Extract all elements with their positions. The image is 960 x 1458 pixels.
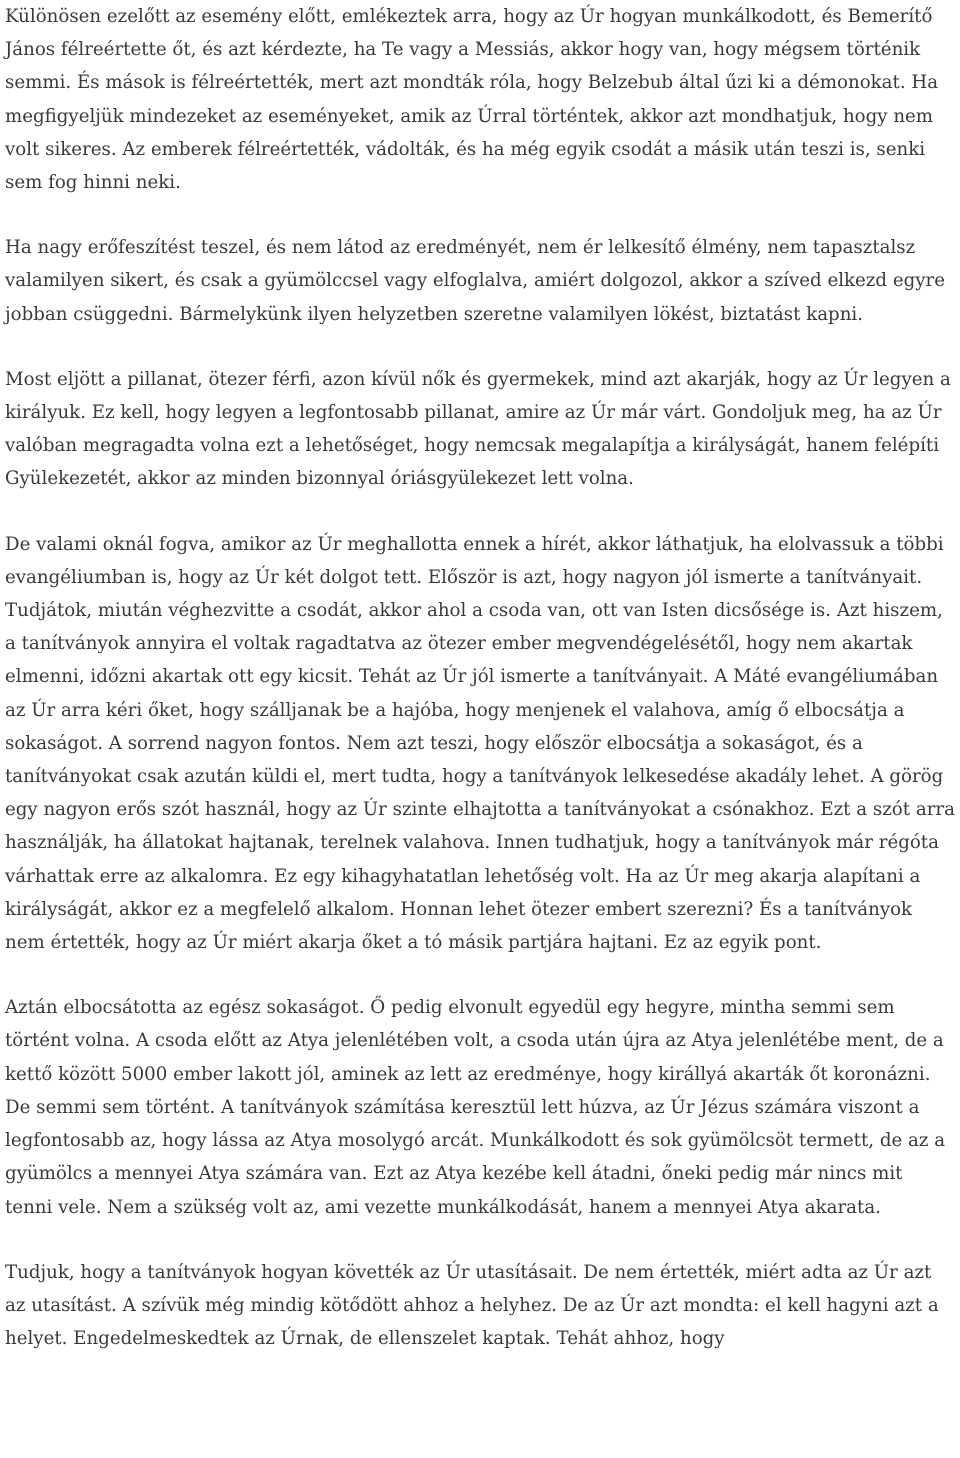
paragraph-5: Aztán elbocsátotta az egész sokaságot. Ő pedig elvonult egyedül egy hegyre, mintha semmi sem történt volna. A csoda előtt az Atya jelenlétében volt, a csoda után újra az Atya jelenlétébe ment, de a kettő között 5000 ember lakott jól, aminek az lett az eredménye, hogy királlyá akarták őt koronázni. De semmi sem történt. A tanítványok számítása keresztül lett húzva, az Úr Jézus számára viszont a legfontosabb az, hogy lássa az Atya mosolygó arcát. Munkálkodott és sok gyümölcsöt termett, de az a gyümölcs a mennyei Atya számára van. Ezt az Atya kezébe kell átadni, őneki pedig már nincs mit tenni vele. Nem a szükség volt az, ami vezette munkálkodását, hanem a mennyei Atya akarata. xyxy=(5,997,946,1218)
document-body xyxy=(5,0,955,1355)
paragraph-1: Különösen ezelőtt az esemény előtt, emlékeztek arra, hogy az Úr hogyan munkálkodott, és Bemerítő János félreértette őt, és azt kérdezte, ha Te vagy a Messiás, akkor hogy van, hogy mégsem történik semmi. És mások is félreértették, mert azt mondták róla, hogy Belzebub által űzi ki a démonokat. Ha megfigyeljük mindezeket az eseményeket, amik az Úrral történtek, akkor azt mondhatjuk, hogy nem volt sikeres. Az emberek félreértették, vádolták, és ha még egyik csodát a másik után teszi is, senki sem fog hinni neki. xyxy=(5,6,939,194)
paragraph-4: De valami oknál fogva, amikor az Úr meghallotta ennek a hírét, akkor láthatjuk, ha elolvassuk a többi evangéliumban is, hogy az Úr két dolgot tett. Először is azt, hogy nagyon jól ismerte a tanítványait. Tudjátok, miután véghezvitte a csodát, akkor ahol a csoda van, ott van Isten dicsősége is. Azt hiszem, a tanítványok annyira el voltak ragadtatva az ötezer ember megvendégelésétől, hogy nem akartak elmenni, időzni akartak ott egy kicsit. Tehát az Úr jól ismerte a tanítványait. A Máté evangéliumában az Úr arra kéri őket, hogy szálljanak be a hajóba, hogy menjenek el valahova, amíg ő elbocsátja a sokaságot. A sorrend nagyon fontos. Nem azt teszi, hogy először elbocsátja a sokaságot, és a tanítványokat csak azután küldi el, mert tudta, hogy a tanítványok lelkesedése akadály lehet. A görög egy nagyon erős szót használ, hogy az Úr szinte elhajtotta a tanítványokat a csónakhoz. Ezt a szót arra használják, ha állatokat hajtanak, terelnek valahova. Innen tudhatjuk, hogy a tanítványok már régóta várhattak erre az alkalomra. Ez egy kihagyhatatlan lehetőség volt. Ha az Úr meg akarja alapítani a királyságát, akkor ez a megfelelő alkalom. Honnan lehet ötezer embert szerezni? És a tanítványok nem értették, hogy az Úr miért akarja őket a tó másik partjára hajtani. Ez az egyik pont. xyxy=(5,533,955,954)
paragraph-6: Tudjuk, hogy a tanítványok hogyan követték az Úr utasításait. De nem értették, miért adta az Úr azt az utasítást. A szívük még mindig kötődött ahhoz a helyhez. De az Úr azt mondta: el kell hagyni azt a helyet. Engedelmeskedtek az Úrnak, de ellenszelet kaptak. Tehát ahhoz, hogy xyxy=(5,1261,939,1350)
paragraph-2: Ha nagy erőfeszítést teszel, és nem látod az eredményét, nem ér lelkesítő élmény, nem tapasztalsz valamilyen sikert, és csak a gyümölccsel vagy elfoglalva, amiért dolgozol, akkor a szíved elkezd egyre jobban csüggedni. Bármelykünk ilyen helyzetben szeretne valamilyen lökést, biztatást kapni. xyxy=(5,237,945,325)
paragraph-3: Most eljött a pillanat, ötezer férfi, azon kívül nők és gyermekek, mind azt akarják, hogy az Úr legyen a királyuk. Ez kell, hogy legyen a legfontosabb pillanat, amire az Úr már várt. Gondoljuk meg, ha az Úr valóban megragadta volna ezt a lehetőséget, hogy nemcsak megalapítja a királyságát, hanem felépíti Gyülekezetét, akkor az minden bizonnyal óriásgyülekezet lett volna. xyxy=(5,368,951,490)
